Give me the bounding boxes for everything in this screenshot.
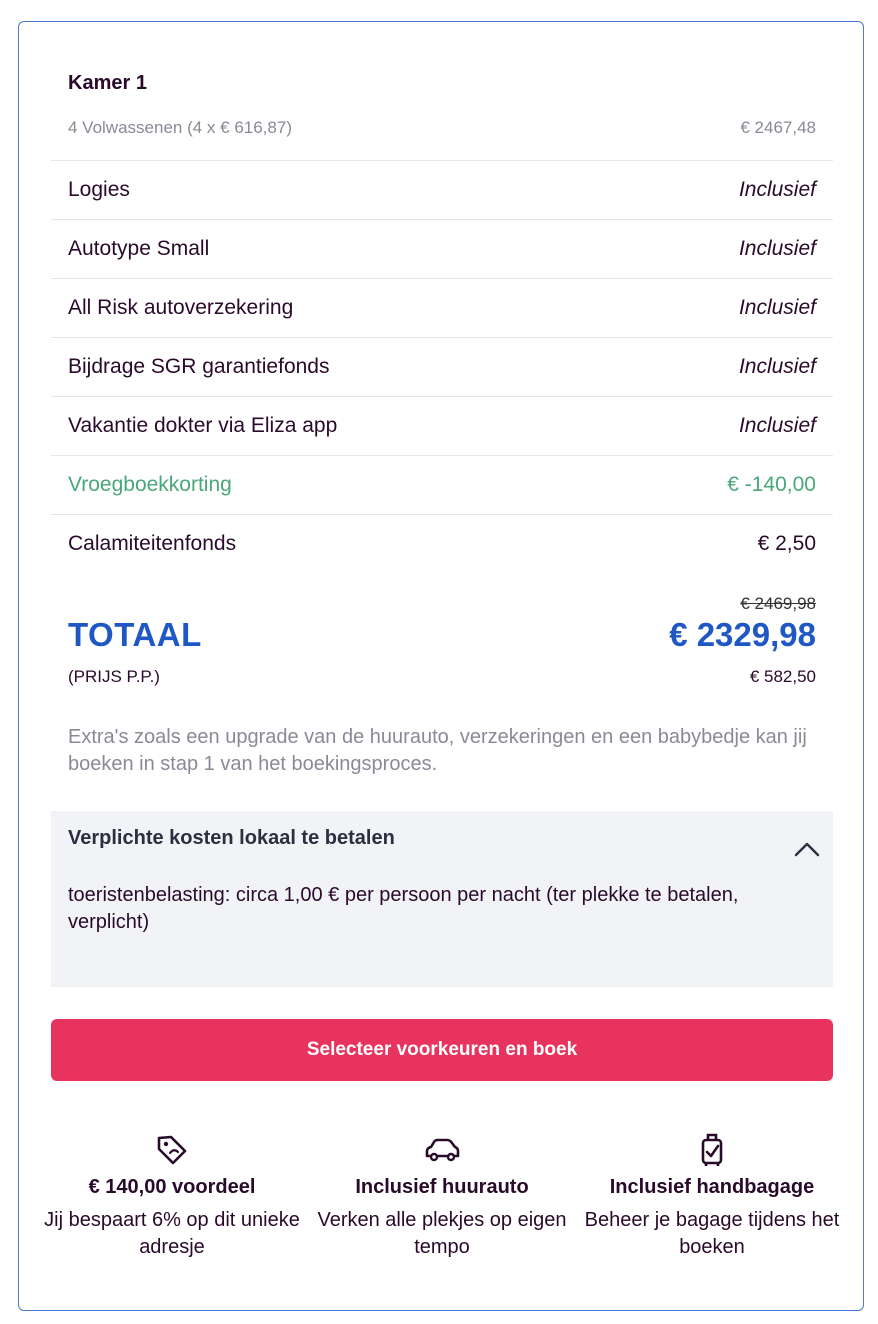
line-label: Vakantie dokter via Eliza app	[68, 414, 338, 437]
local-costs-text: toeristenbelasting: circa 1,00 € per persoon per nacht (ter plekke te betalen, verplicht)	[68, 884, 739, 933]
room-subtotal: € 2467,48	[740, 118, 816, 137]
room-occupancy-row	[68, 118, 816, 138]
line-label: Vroegboekkorting	[68, 473, 232, 496]
line-value: € 2,50	[757, 532, 816, 555]
usp-title: Inclusief huurauto	[355, 1176, 529, 1198]
line-autoverzekering	[51, 278, 833, 337]
luggage-icon	[694, 1132, 730, 1168]
usp-text: Beheer je bagage tijdens het boeken	[584, 1209, 840, 1258]
room-title: Kamer 1	[68, 72, 147, 94]
usp-text: Verken alle plekjes op eigen tempo	[317, 1209, 567, 1258]
local-costs-title: Verplichte kosten lokaal te betalen	[68, 827, 395, 849]
room-occupancy: 4 Volwassenen (4 x € 616,87)	[68, 118, 292, 137]
line-value: Inclusief	[738, 355, 816, 378]
line-logies	[51, 160, 833, 219]
usp-title: Inclusief handbagage	[609, 1176, 815, 1198]
price-per-person: € 582,50	[749, 667, 816, 686]
price-tag-icon	[154, 1132, 190, 1168]
local-costs-panel[interactable]	[51, 811, 833, 987]
line-label: All Risk autoverzekering	[68, 296, 294, 319]
line-calamiteitenfonds	[51, 514, 833, 573]
usp-text: Jij bespaart 6% op dit unieke adresje	[44, 1209, 300, 1258]
usp-voordeel	[41, 1132, 303, 1261]
usp-list	[41, 1132, 843, 1261]
line-label: Logies	[68, 178, 130, 201]
chevron-up-icon[interactable]	[793, 839, 821, 859]
line-value: Inclusief	[738, 296, 816, 319]
line-label: Autotype Small	[68, 237, 210, 260]
total-block	[68, 594, 816, 694]
total-label: TOTAAL	[68, 616, 202, 653]
total-price: € 2329,98	[669, 616, 816, 653]
usp-handbagage	[581, 1132, 843, 1261]
line-value: Inclusief	[738, 237, 816, 260]
price-summary-card	[18, 21, 864, 1311]
usp-title: € 140,00 voordeel	[88, 1176, 256, 1198]
line-autotype	[51, 219, 833, 278]
line-value: Inclusief	[738, 414, 816, 437]
line-label: Bijdrage SGR garantiefonds	[68, 355, 330, 378]
line-value: € -140,00	[727, 473, 816, 496]
extras-note: Extra's zoals een upgrade van de huurauto, verzekeringen en een babybedje kan jij boeken in stap 1 van het boekingsproces.	[68, 726, 807, 775]
line-garantiefonds	[51, 337, 833, 396]
car-icon	[424, 1132, 460, 1168]
price-lines	[51, 160, 833, 573]
line-label: Calamiteitenfonds	[68, 532, 237, 555]
line-vakantie-dokter	[51, 396, 833, 455]
book-button[interactable]: Selecteer voorkeuren en boek	[51, 1019, 833, 1081]
price-per-person-label: (PRIJS P.P.)	[68, 667, 160, 686]
line-vroegboekkorting	[51, 455, 833, 514]
usp-huurauto	[311, 1132, 573, 1261]
old-total-price: € 2469,98	[740, 594, 816, 613]
line-value: Inclusief	[738, 178, 816, 201]
